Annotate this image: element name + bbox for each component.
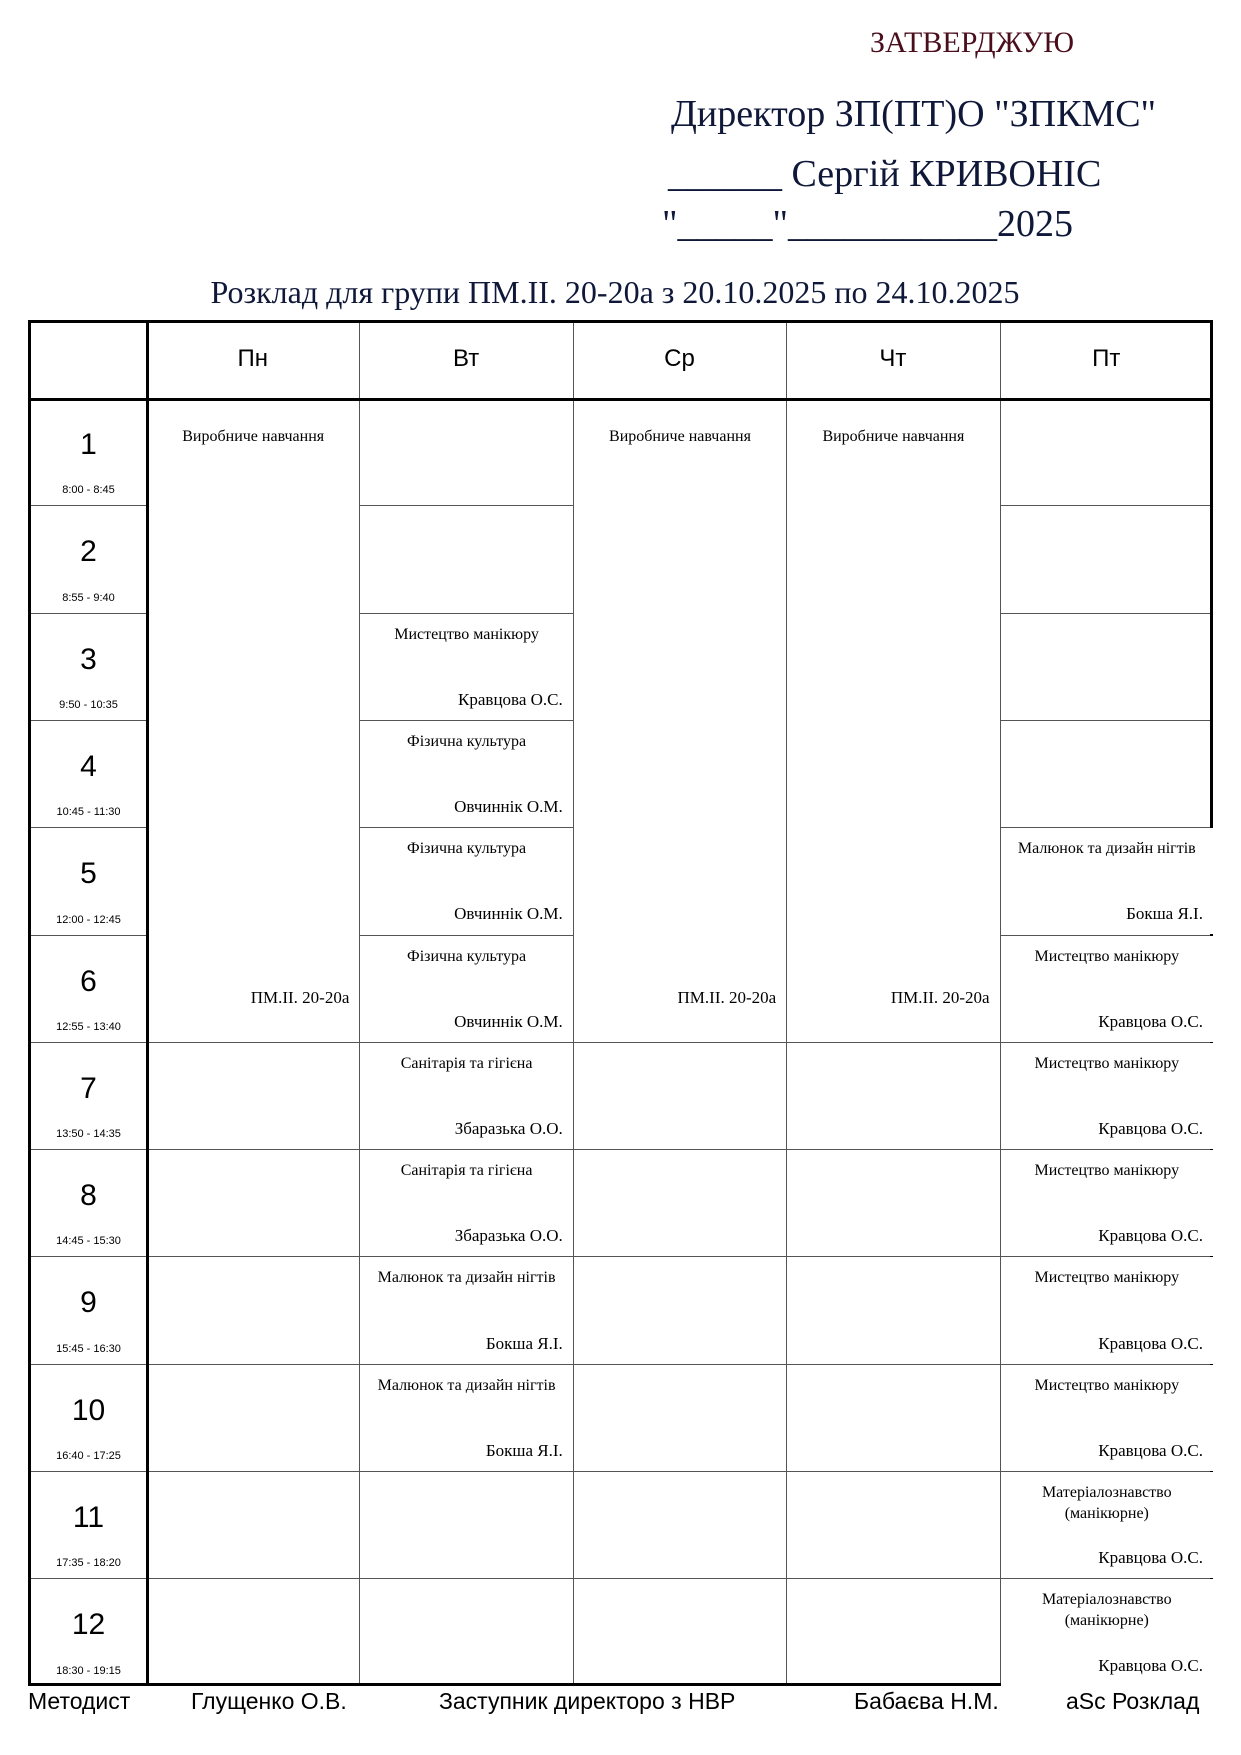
teacher-name: Кравцова О.С.	[1098, 1655, 1203, 1675]
header-divider	[31, 398, 1210, 401]
teacher-name: Збаразька О.О.	[454, 1119, 563, 1139]
schedule-table	[28, 320, 1213, 1686]
lesson-cell	[360, 828, 572, 934]
lesson-cell	[360, 721, 572, 827]
day-header-0: Пн	[237, 345, 268, 372]
teacher-name: Кравцова О.С.	[458, 689, 563, 709]
approval-label: ЗАТВЕРДЖУЮ	[870, 26, 1075, 59]
subject-name: Мистецтво манікюру	[394, 625, 539, 643]
teacher-name: Кравцова О.С.	[1098, 1548, 1203, 1568]
lesson-time: 18:30 - 19:15	[56, 1664, 121, 1677]
subject-name: Виробниче навчання	[822, 428, 965, 445]
subject-name: Малюнок та дизайн нігтів	[377, 1376, 556, 1394]
subject-name: Малюнок та дизайн нігтів	[377, 1269, 556, 1287]
lesson-cell	[360, 1365, 572, 1471]
lesson-cell	[1001, 1472, 1213, 1578]
lesson-number: 7	[80, 1071, 97, 1105]
subject-name: Мистецтво манікюру	[1034, 1376, 1180, 1394]
subject-name: Матеріалознавство (манікюрне)	[1041, 1484, 1172, 1522]
lesson-number: 5	[80, 857, 97, 891]
day-header-4: Пт	[1092, 345, 1121, 372]
lesson-number: 9	[80, 1286, 97, 1320]
day-header-1: Вт	[452, 345, 480, 372]
lesson-number: 3	[80, 642, 97, 676]
lesson-time: 13:50 - 14:35	[56, 1128, 121, 1141]
lesson-cell	[1001, 936, 1213, 1042]
lesson-number: 10	[71, 1393, 106, 1427]
teacher-name: Збаразька О.О.	[454, 1226, 563, 1246]
lesson-cell	[1001, 1257, 1213, 1363]
approval-date: "_____"___________2025	[662, 203, 1074, 245]
methodist-name: Глущенко О.В.	[191, 1688, 347, 1714]
deputy-name: Бабаєва Н.М.	[854, 1688, 999, 1714]
teacher-name: Бокша Я.І.	[485, 1440, 563, 1460]
subject-name: Санітарія та гігієна	[400, 1054, 533, 1072]
teacher-name: Бокша Я.І.	[485, 1333, 563, 1353]
lesson-time: 9:50 - 10:35	[59, 698, 118, 711]
subject-name: Виробниче навчання	[609, 428, 751, 445]
software-credit: aSc Розклад	[1066, 1688, 1200, 1714]
lesson-time: 14:45 - 15:30	[56, 1235, 121, 1248]
lesson-time: 16:40 - 17:25	[56, 1450, 121, 1462]
day-header-3: Чт	[879, 345, 907, 372]
lesson-time: 17:35 - 18:20	[56, 1557, 121, 1570]
subject-name: Фізична культура	[407, 947, 527, 965]
methodist-label: Методист	[28, 1688, 131, 1714]
lesson-time: 8:00 - 8:45	[62, 484, 115, 497]
teacher-name: Овчиннік О.М.	[454, 797, 563, 817]
lesson-number: 8	[80, 1179, 97, 1213]
lesson-number: 2	[80, 535, 97, 569]
lesson-number: 1	[80, 428, 97, 461]
group-name: ПМ.ІІ. 20-20а	[890, 987, 990, 1007]
lesson-number: 4	[80, 749, 97, 783]
subject-name: Мистецтво манікюру	[1034, 1269, 1180, 1287]
subject-name: Мистецтво манікюру	[1034, 1162, 1180, 1180]
lesson-cell	[1001, 1579, 1213, 1685]
subject-name: Виробниче навчання	[182, 428, 325, 445]
subject-name: Фізична культура	[407, 840, 527, 858]
group-name: ПМ.ІІ. 20-20а	[250, 987, 350, 1007]
subject-name: Матеріалознавство (манікюрне)	[1041, 1591, 1172, 1630]
subject-name: Мистецтво манікюру	[1034, 947, 1180, 965]
teacher-name: Бокша Я.І.	[1126, 904, 1203, 924]
subject-name: Санітарія та гігієна	[400, 1162, 533, 1180]
lesson-time: 15:45 - 16:30	[56, 1342, 121, 1355]
teacher-name: Овчиннік О.М.	[454, 904, 563, 924]
lesson-time: 12:00 - 12:45	[56, 913, 121, 926]
lesson-cell	[360, 1257, 572, 1363]
lesson-time: 12:55 - 13:40	[56, 1020, 121, 1033]
lesson-cell	[360, 936, 572, 1042]
first-column-divider	[146, 323, 149, 1683]
subject-name: Фізична культура	[407, 732, 527, 750]
teacher-name: Кравцова О.С.	[1098, 1011, 1203, 1031]
deputy-label: Заступник директоро з НВР	[439, 1688, 736, 1714]
day-header-2: Ср	[664, 345, 695, 372]
page-title: Розклад для групи ПМ.ІІ. 20-20а з 20.10.2025 по 24.10.2025	[210, 274, 1020, 310]
lesson-number: 6	[80, 964, 97, 998]
lesson-cell	[1001, 1150, 1213, 1256]
lesson-number: 12	[71, 1608, 106, 1642]
lesson-cell	[147, 399, 359, 1042]
lesson-cell	[1001, 828, 1213, 934]
teacher-name: Кравцова О.С.	[1098, 1119, 1203, 1139]
subject-name: Малюнок та дизайн нігтів	[1017, 840, 1196, 858]
lesson-number: 11	[72, 1501, 105, 1534]
subject-name: Мистецтво манікюру	[1034, 1054, 1180, 1072]
lesson-cell	[1001, 1043, 1213, 1149]
director-title: Директор ЗП(ПТ)О "ЗПКМС"	[671, 93, 1157, 135]
lesson-time: 10:45 - 11:30	[56, 806, 121, 819]
lesson-cell	[360, 1150, 572, 1256]
lesson-cell	[787, 399, 999, 1042]
teacher-name: Кравцова О.С.	[1098, 1440, 1203, 1460]
lesson-cell	[1001, 1365, 1213, 1471]
teacher-name: Кравцова О.С.	[1098, 1226, 1203, 1246]
teacher-name: Кравцова О.С.	[1098, 1333, 1203, 1353]
group-name: ПМ.ІІ. 20-20а	[677, 987, 777, 1007]
lesson-cell	[574, 399, 786, 1042]
lesson-cell	[360, 1043, 572, 1149]
lesson-cell	[360, 614, 572, 720]
teacher-name: Овчиннік О.М.	[454, 1011, 563, 1031]
director-signature: ______ Сергій КРИВОНІС	[668, 153, 1102, 195]
lesson-time: 8:55 - 9:40	[62, 591, 115, 604]
